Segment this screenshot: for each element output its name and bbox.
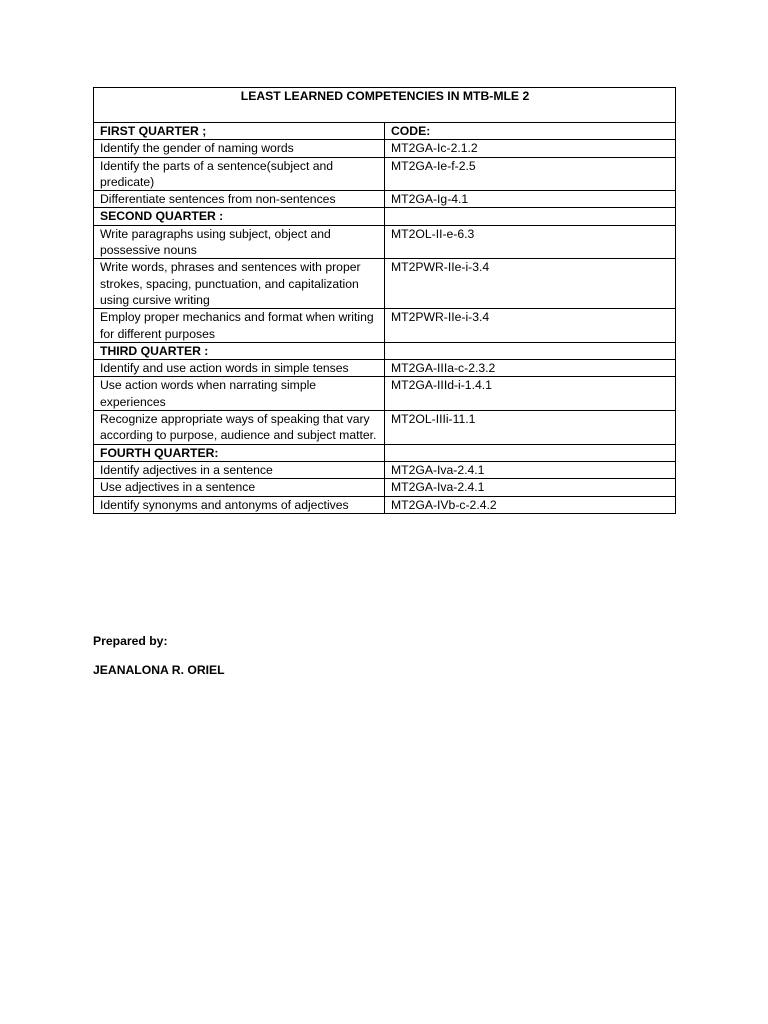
competency-cell: Write words, phrases and sentences with proper strokes, spacing, punctuation, and capitalization using cursive writing <box>94 259 385 309</box>
code-cell: MT2GA-Iva-2.4.1 <box>385 479 676 496</box>
table-row <box>94 140 676 157</box>
competency-cell: Identify and use action words in simple tenses <box>94 360 385 377</box>
quarter-header: FIRST QUARTER ; <box>94 123 385 140</box>
code-cell: MT2PWR-IIe-i-3.4 <box>385 259 676 309</box>
quarter-heading-row <box>94 208 676 225</box>
table-row <box>94 479 676 496</box>
competency-cell: Use adjectives in a sentence <box>94 479 385 496</box>
competency-cell: Employ proper mechanics and format when writing for different purposes <box>94 309 385 343</box>
code-cell: MT2PWR-IIe-i-3.4 <box>385 309 676 343</box>
quarter-heading: SECOND QUARTER : <box>94 208 385 225</box>
table-row <box>94 259 676 309</box>
competency-cell: Use action words when narrating simple experiences <box>94 377 385 411</box>
quarter-heading-row <box>94 342 676 359</box>
table-row <box>94 461 676 478</box>
table-header-row <box>94 123 676 140</box>
competency-cell: Identify the parts of a sentence(subject and predicate) <box>94 157 385 191</box>
competency-cell: Identify the gender of naming words <box>94 140 385 157</box>
table-row <box>94 360 676 377</box>
table-row <box>94 191 676 208</box>
competency-cell: Differentiate sentences from non-sentences <box>94 191 385 208</box>
code-header: CODE: <box>385 123 676 140</box>
prepared-by-label: Prepared by: <box>93 634 168 648</box>
table-row <box>94 377 676 411</box>
quarter-heading: FOURTH QUARTER: <box>94 444 385 461</box>
preparer-name: JEANALONA R. ORIEL <box>93 663 225 677</box>
code-cell: MT2GA-Iva-2.4.1 <box>385 461 676 478</box>
code-cell: MT2GA-IIId-i-1.4.1 <box>385 377 676 411</box>
code-cell: MT2GA-IVb-c-2.4.2 <box>385 496 676 513</box>
quarter-heading-row <box>94 444 676 461</box>
code-cell: MT2GA-IIIa-c-2.3.2 <box>385 360 676 377</box>
table-title: LEAST LEARNED COMPETENCIES IN MTB-MLE 2 <box>94 88 676 123</box>
code-cell: MT2OL-II-e-6.3 <box>385 225 676 259</box>
code-cell <box>385 208 676 225</box>
table-row <box>94 309 676 343</box>
table-row <box>94 496 676 513</box>
table-row <box>94 411 676 445</box>
competency-cell: Identify synonyms and antonyms of adjectives <box>94 496 385 513</box>
competency-cell: Recognize appropriate ways of speaking that vary according to purpose, audience and subject matter. <box>94 411 385 445</box>
code-cell: MT2GA-Ig-4.1 <box>385 191 676 208</box>
competency-cell: Write paragraphs using subject, object and possessive nouns <box>94 225 385 259</box>
table-row <box>94 225 676 259</box>
table-title-row <box>94 88 676 123</box>
competency-cell: Identify adjectives in a sentence <box>94 461 385 478</box>
code-cell: MT2GA-Ie-f-2.5 <box>385 157 676 191</box>
code-cell: MT2OL-IIIi-11.1 <box>385 411 676 445</box>
code-cell <box>385 342 676 359</box>
quarter-heading: THIRD QUARTER : <box>94 342 385 359</box>
competencies-table <box>93 87 676 514</box>
code-cell: MT2GA-Ic-2.1.2 <box>385 140 676 157</box>
table-row <box>94 157 676 191</box>
code-cell <box>385 444 676 461</box>
